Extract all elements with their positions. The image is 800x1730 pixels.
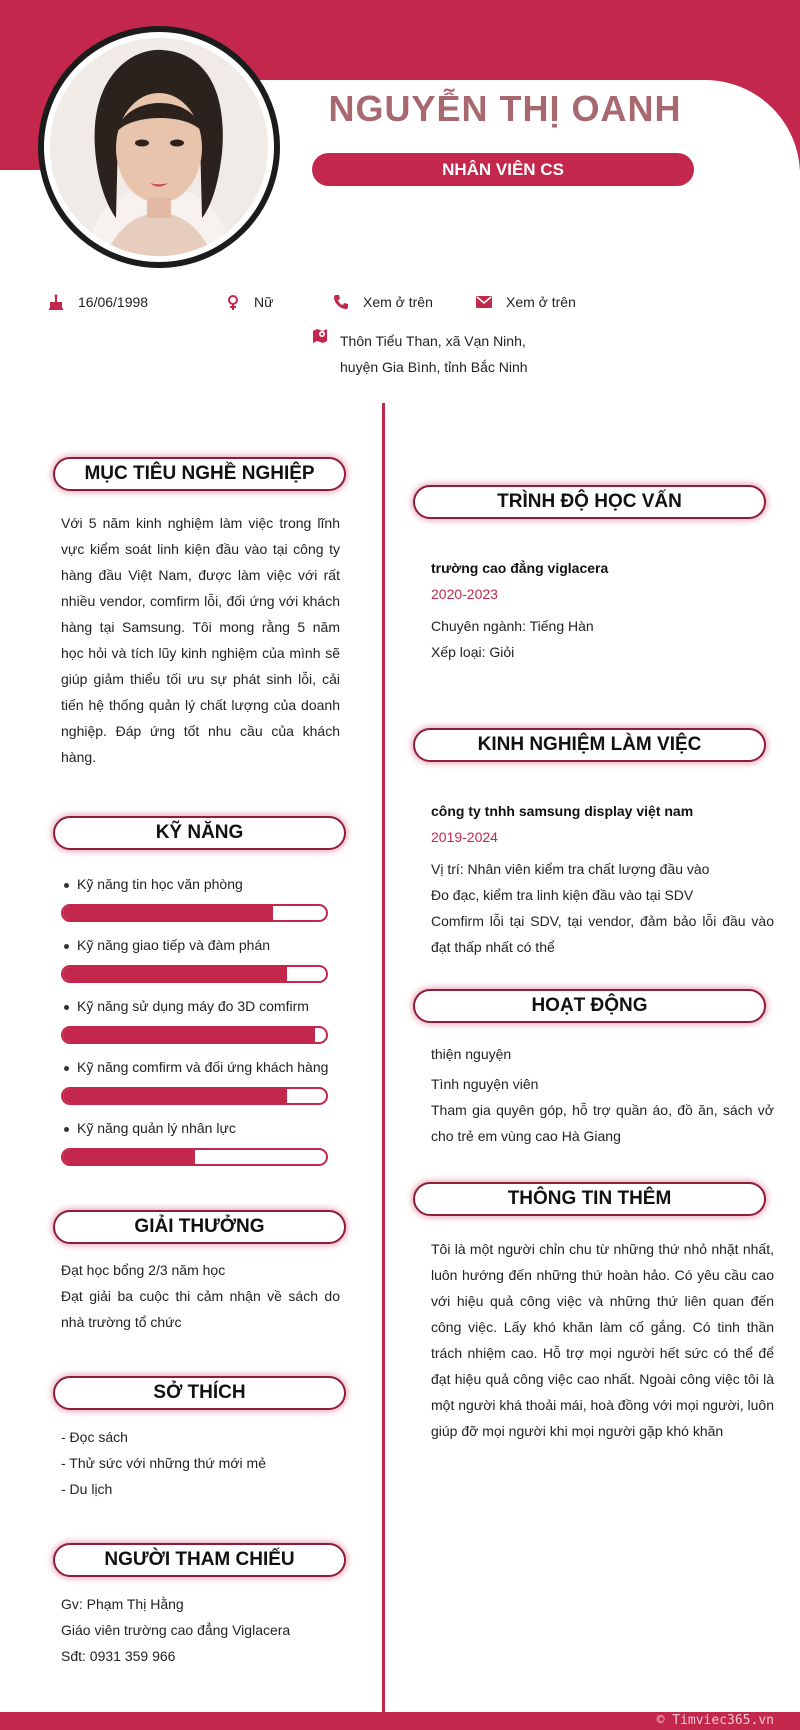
references-title: NGƯỜI THAM CHIẾU [53,1543,346,1577]
objective-title: MỤC TIÊU NGHỀ NGHIỆP [53,457,346,491]
awards-title: GIẢI THƯỞNG [53,1210,346,1244]
experience-title: KINH NGHIỆM LÀM VIỆC [413,728,766,762]
skill-bar-fill [63,967,287,981]
award-item: Đạt học bổng 2/3 năm học [61,1262,226,1278]
additional-info-text: Tôi là một người chỉn chu từ những thứ nhỏ nhặt nhất, luôn hướng đến những thứ hoàn hảo. Có yêu cầu cao với hiệu quả công việc và những thứ liên quan đến công việc. Lấy khó khăn làm cố gắng. Có tinh thần trách nhiệm cao. Hỗ trợ mọi người hết sức có thể để đạt hiệu quả công việc cao nhất. Ngoài công việc tôi là một người khá thoải mái, hoà đồng với mọi người, luôn giúp đỡ mọi người khi mọi người gặp khó khăn [431,1241,774,1439]
job-title-badge: NHÂN VIÊN CS [312,153,694,186]
email-text: Xem ở trên [506,294,576,310]
education-major: Chuyên ngành: Tiếng Hàn [431,618,594,634]
gender-info [226,290,273,314]
education-block [431,555,774,665]
skill-bar-fill [63,1089,287,1103]
additional-info-title: THÔNG TIN THÊM [413,1182,766,1216]
cake-icon [48,294,64,310]
reference-line: Sđt: 0931 359 966 [61,1648,176,1664]
skill-bar [61,965,328,983]
award-item: Đạt giải ba cuộc thi cảm nhận về sách do nhà trường tổ chức [61,1288,340,1330]
activity-role: Tình nguyện viên [431,1076,539,1092]
activity-desc: Tham gia quyên góp, hỗ trợ quần áo, đồ ăn, sách vở cho trẻ em vùng cao Hà Giang [431,1102,774,1144]
objective-text: Với 5 năm kinh nghiệm làm việc trong lĩnh vực kiểm soát linh kiện đầu vào tại công ty hàng đầu Việt Nam, được làm việc với rất nhiều vendor, comfirm lỗi, đối ứng với khách hàng tại Samsung. Tôi mong rằng 5 năm học hỏi và tích lũy kinh nghiệm của mình sẽ giúp giảm thiểu tối ưu sự phát sinh lỗi, cải tiến hệ thống quản lý chất lượng của doanh nghiệp. Đáp ứng tốt nhu cầu của khách hàng. [61,515,340,765]
birthday-text: 16/06/1998 [78,294,149,310]
phone-icon [333,294,349,310]
hobbies-title: SỞ THÍCH [53,1376,346,1410]
skill-bar [61,1087,328,1105]
address-line-1: Thôn Tiểu Than, xã Vạn Ninh, [340,333,526,349]
activities-block [431,1041,774,1149]
avatar-photo [50,38,268,256]
birthday-info [48,290,148,314]
experience-period: 2019-2024 [431,829,498,845]
skill-label: Kỹ năng giao tiếp và đàm phán [64,937,270,953]
skill-label: Kỹ năng quản lý nhân lực [64,1120,236,1136]
experience-line: Comfirm lỗi tại SDV, tại vendor, đảm bảo lỗi đầu vào đạt thấp nhất có thể [431,913,774,955]
education-period: 2020-2023 [431,586,498,602]
map-marker-icon [312,328,328,344]
column-divider [382,403,385,1715]
portrait-icon [50,38,268,256]
address [340,328,528,380]
skill-label: Kỹ năng comfirm và đối ứng khách hàng [64,1059,328,1075]
skill-label: Kỹ năng tin học văn phòng [64,876,243,892]
reference-line: Gv: Phạm Thị Hằng [61,1596,184,1612]
activities-title: HOẠT ĐỘNG [413,989,766,1023]
hobbies-list [61,1424,340,1502]
skill-bar-fill [63,906,273,920]
phone-text: Xem ở trên [363,294,433,310]
company-name: công ty tnhh samsung display việt nam [431,803,694,819]
hobby-item: - Thử sức với những thứ mới mẻ [61,1455,266,1471]
experience-block [431,798,774,960]
phone-info [333,290,433,314]
education-title: TRÌNH ĐỘ HỌC VẤN [413,485,766,519]
experience-line: Đo đạc, kiểm tra linh kiện đầu vào tại SDV [431,887,694,903]
reference-line: Giáo viên trường cao đẳng Viglacera [61,1622,291,1638]
email-info [476,290,576,314]
skills-title: KỸ NĂNG [53,816,346,850]
skill-bar-fill [63,1150,195,1164]
references-text [61,1591,340,1669]
skill-bar [61,1148,328,1166]
skill-bar-fill [63,1028,315,1042]
education-grade: Xếp loại: Giỏi [431,644,515,660]
school-name: trường cao đẳng viglacera [431,560,609,576]
hobby-item: - Đọc sách [61,1429,128,1445]
skill-label: Kỹ năng sử dụng máy đo 3D comfirm [64,998,309,1014]
skill-bar [61,904,328,922]
candidate-name: NGUYỄN THỊ OANH [328,88,682,129]
hobby-item: - Du lịch [61,1481,113,1497]
gender-text: Nữ [254,294,274,310]
experience-line: Vị trí: Nhân viên kiểm tra chất lượng đầu vào [431,861,710,877]
email-icon [476,296,492,308]
awards-text [61,1257,340,1335]
avatar [38,26,280,268]
watermark: © Timviec365.vn [656,1713,774,1728]
activity-name: thiện nguyện [431,1046,512,1062]
skill-bar [61,1026,328,1044]
gender-icon [226,294,240,310]
address-line-2: huyện Gia Bình, tỉnh Bắc Ninh [340,359,528,375]
